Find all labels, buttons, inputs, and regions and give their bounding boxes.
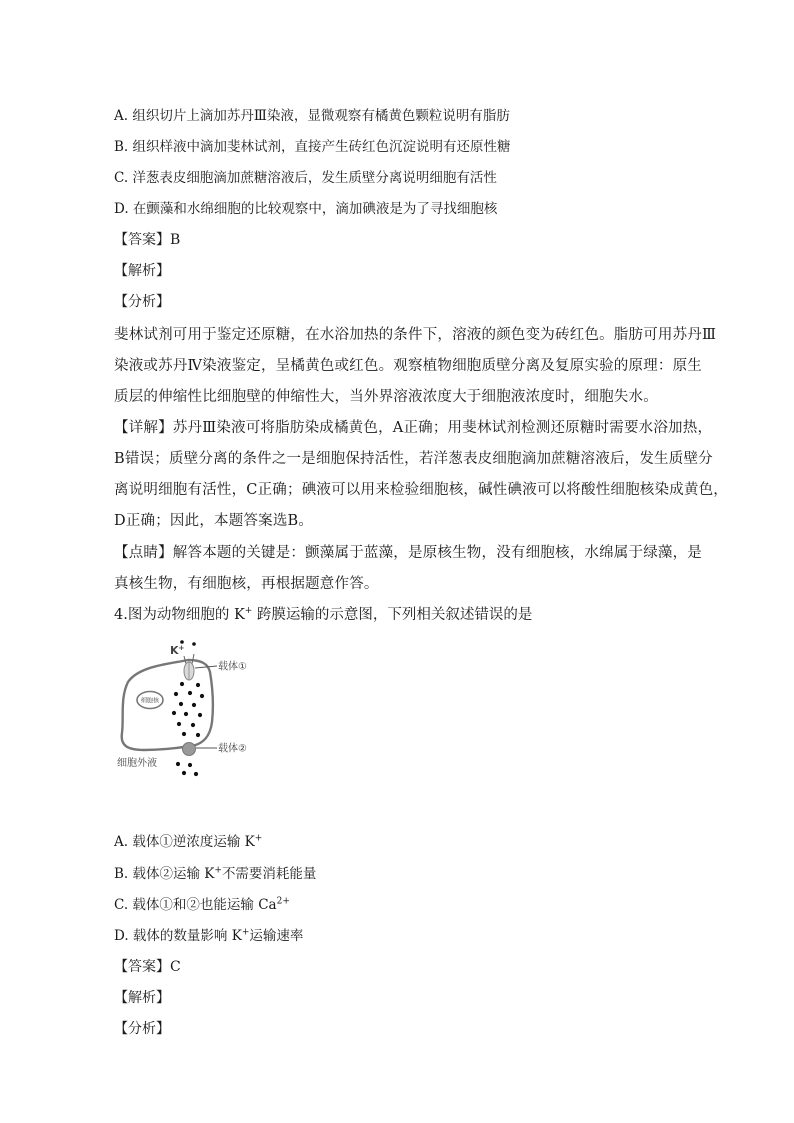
q4-option-d: D. 载体的数量影响 K+运输速率 bbox=[114, 927, 304, 944]
q3-detail-line: 离说明细胞有活性，C正确；碘液可以用来检验细胞核，碱性碘液可以将酸性细胞核染成黄色， bbox=[114, 482, 728, 498]
carrier-2 bbox=[183, 743, 196, 756]
q3-analysis-line: 斐林试剂可用于鉴定还原糖，在水浴加热的条件下，溶液的颜色变为砖红色。脂肪可用苏丹Ⅲ bbox=[114, 327, 717, 343]
carrier-1 bbox=[184, 662, 194, 680]
q3-detail-line: 【详解】苏丹Ⅲ染液可将脂肪染成橘黄色，A正确；用斐林试剂检测还原糖时需要水浴加热， bbox=[114, 420, 713, 436]
q3-analysis-line: 染液或苏丹Ⅳ染液鉴定，呈橘黄色或红色。观察植物细胞质壁分离及复原实验的原理：原生 bbox=[114, 358, 702, 374]
q3-answer: 【答案】B bbox=[114, 232, 181, 248]
nucleus-label: 细胞核 bbox=[140, 697, 160, 705]
q4-jiexi-heading: 【解析】 bbox=[114, 990, 170, 1006]
q3-option-a: A. 组织切片上滴加苏丹Ⅲ染液，显微观察有橘黄色颗粒说明有脂肪 bbox=[114, 108, 510, 124]
q3-detail-line: B错误；质壁分离的条件之一是细胞保持活性，若洋葱表皮细胞滴加蔗糖溶液后，发生质壁分 bbox=[114, 451, 713, 467]
q4-answer: 【答案】C bbox=[114, 959, 181, 975]
q3-dianjing-line: 【点睛】解答本题的关键是：颤藻属于蓝藻，是原核生物，没有细胞核，水绵属于绿藻，是 bbox=[114, 545, 702, 561]
q4-title: 4.图为动物细胞的 K+ 跨膜运输的示意图，下列相关叙述错误的是 bbox=[114, 606, 533, 623]
q4-option-c: C. 载体①和②也能运输 $Ca^{2+}$ bbox=[114, 896, 290, 913]
carrier-1-label: 载体① bbox=[218, 661, 247, 673]
q4-fenxi-heading: 【分析】 bbox=[114, 1021, 170, 1037]
k-ion-label: K+ bbox=[170, 644, 185, 657]
q3-option-b: B. 组织样液中滴加斐林试剂，直接产生砖红色沉淀说明有还原性糖 bbox=[114, 139, 511, 155]
q3-option-c: C. 洋葱表皮细胞滴加蔗糖溶液后，发生质壁分离说明细胞有活性 bbox=[114, 170, 497, 186]
q3-detail-line: D正确；因此，本题答案选B。 bbox=[114, 513, 314, 529]
q3-jiexi-heading: 【解析】 bbox=[114, 263, 170, 279]
q3-dianjing-line: 真核生物，有细胞核，再根据题意作答。 bbox=[114, 576, 379, 592]
q4-option-b: B. 载体②运输 K+不需要消耗能量 bbox=[114, 865, 317, 882]
k-transport-diagram bbox=[114, 638, 274, 783]
q3-option-d: D. 在颤藻和水绵细胞的比较观察中，滴加碘液是为了寻找细胞核 bbox=[114, 201, 498, 217]
q4-option-a: A. 载体①逆浓度运输 K+ bbox=[114, 833, 263, 850]
carrier-2-label: 载体② bbox=[218, 743, 247, 755]
q3-fenxi-heading: 【分析】 bbox=[114, 294, 170, 310]
extracellular-label: 细胞外液 bbox=[117, 758, 157, 769]
q3-analysis-line: 质层的伸缩性比细胞壁的伸缩性大，当外界溶液浓度大于细胞液浓度时，细胞失水。 bbox=[114, 389, 658, 405]
